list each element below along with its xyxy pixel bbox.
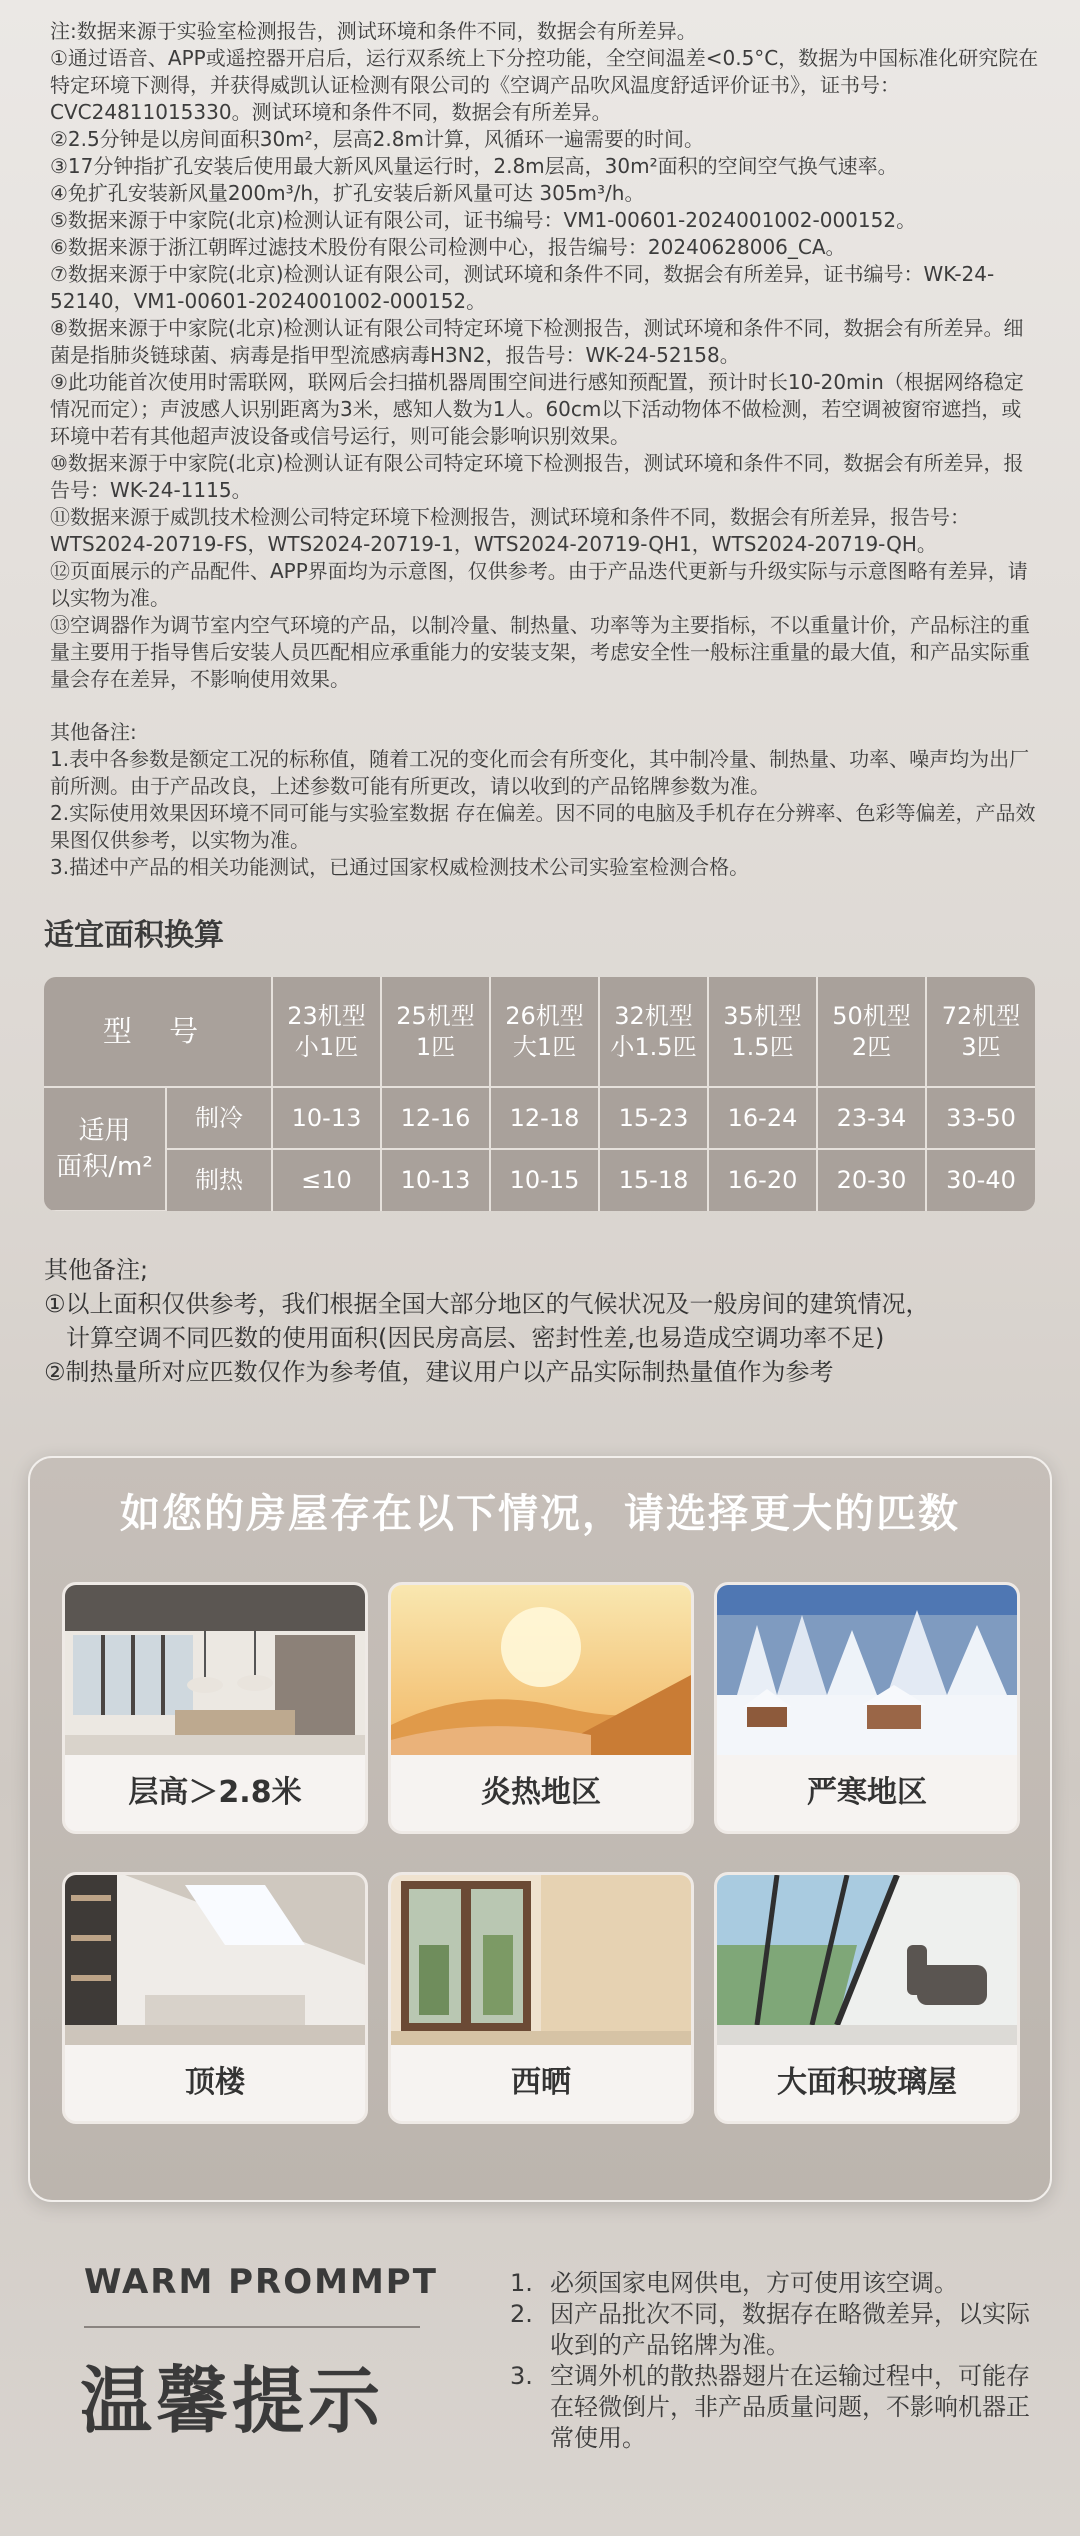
condition-label: 层高＞2.8米 [65,1755,365,1831]
note-line: ⑬空调器作为调节室内空气环境的产品，以制冷量、制热量、功率等为主要指标，不以重量计价，产品标注的重量主要用于指导售后安装人员匹配相应承重能力的安装支架，考虑安全性一般标注重量的最大值，和产品实际重量会存在差异，不影响使用效果。 [50,613,1030,691]
tip-number: 2. [510,2300,533,2328]
model-header: 型 号 [44,977,272,1087]
note-line: ①通过语音、APP或遥控器开启后，运行双系统上下分控功能，全空间温差<0.5°C，数据为中国标准化研究院在特定环境下测得，并获得威凯认证检测有限公司的《空调产品吹风温度舒适评价证书》，证书号：CVC24811015330。测试环境和条件不同，数据会有所差异。 [50,46,1039,124]
footnotes [50,18,1040,881]
remarks-line: ②制热量所对应匹数仅作为参考值，建议用户以产品实际制热量值作为参考 [44,1358,834,1386]
note-line: ⑤数据来源于中家院(北京)检测认证有限公司，证书编号：VM1-00601-2024001002-000152。 [50,208,917,232]
heating-value: 10-15 [490,1149,599,1211]
note-line: ⑨此功能首次使用时需联网，联网后会扫描机器周围空间进行感知预配置，预计时长10-20min（根据网络稳定情况而定）；声波感人识别距离为3米，感知人数为1人。60cm以下活动物体不做检测，若空调被窗帘遮挡，或环境中若有其他超声波设备或信号运行，则可能会影响识别效果。 [50,370,1024,448]
glass-room-icon [717,1875,1017,2045]
cooling-value: 33-50 [926,1087,1035,1149]
model-name: 32机型 [614,1001,693,1030]
cooling-value: 12-16 [381,1087,490,1149]
tip-item [510,2361,1030,2454]
other-note-line: 3.描述中产品的相关功能测试，已通过国家权威检测技术公司实验室检测合格。 [50,855,750,879]
other-notes-title: 其他备注: [50,720,137,744]
tip-item [510,2299,1030,2361]
cooling-label: 制冷 [166,1087,272,1149]
condition-tile [62,1582,368,1834]
condition-label: 大面积玻璃屋 [717,2045,1017,2121]
remarks-title: 其他备注; [44,1256,149,1284]
model-name: 23机型 [287,1001,366,1030]
condition-label: 顶楼 [65,2045,365,2121]
note-line: 注:数据来源于实验室检测报告，测试环境和条件不同，数据会有所差异。 [50,19,697,43]
model-cell [599,977,708,1087]
model-cell [272,977,381,1087]
cooling-value: 15-23 [599,1087,708,1149]
note-line: ⑩数据来源于中家院(北京)检测认证有限公司特定环境下检测报告，测试环境和条件不同，数据会有所差异，报告号：WK-24-1115。 [50,451,1024,502]
warm-prompt-cn: 温馨提示 [80,2359,385,2443]
area-header-line: 面积/m² [56,1152,153,1182]
tip-number: 1. [510,2269,533,2297]
remarks-line: ①以上面积仅供参考，我们根据全国大部分地区的气候状况及一般房间的建筑情况， [44,1290,930,1318]
model-cell [490,977,599,1087]
model-hp: 3匹 [961,1032,1001,1061]
conditions-card [28,1456,1052,2202]
model-name: 25机型 [396,1001,475,1030]
note-line: ⑫页面展示的产品配件、APP界面均为示意图，仅供参考。由于产品迭代更新与升级实际与示意图略有差异，请以实物为准。 [50,559,1028,610]
condition-label: 严寒地区 [717,1755,1017,1831]
note-line: ④免扩孔安装新风量200m³/h，扩孔安装后新风量可达 305m³/h。 [50,181,645,205]
heating-value: 10-13 [381,1149,490,1211]
heating-value: 30-40 [926,1149,1035,1211]
desert-sun-icon [391,1585,691,1755]
other-note-line: 2.实际使用效果因环境不同可能与实验室数据 存在偏差。因不同的电脑及手机存在分辨率、色彩等偏差，产品效果图仅供参考，以实物为准。 [50,801,1036,852]
model-hp: 小1匹 [294,1032,359,1061]
note-line: ③17分钟指扩孔安装后使用最大新风风量运行时，2.8m层高，30m²面积的空间空气换气速率。 [50,154,898,178]
conditions-title: 如您的房屋存在以下情况，请选择更大的匹数 [120,1491,960,1537]
cooling-value: 12-18 [490,1087,599,1149]
tip-text: 因产品批次不同，数据存在略微差异，以实际收到的产品铭牌为准。 [550,2300,1030,2359]
condition-tile [388,1582,694,1834]
model-name: 72机型 [941,1001,1021,1030]
condition-tile [388,1872,694,2124]
heating-value: 16-20 [708,1149,817,1211]
area-header [44,1087,166,1211]
model-hp: 1匹 [415,1032,456,1061]
table-row-heating [44,1149,1035,1211]
table-row-cooling [44,1087,1035,1149]
heating-value: 15-18 [599,1149,708,1211]
remarks-line: 计算空调不同匹数的使用面积(因民房高层、密封性差,也易造成空调功率不足) [66,1324,885,1352]
model-hp: 1.5匹 [731,1032,794,1061]
area-table [44,977,1035,1211]
warm-prompt-en: WARM PROMMPT [84,2262,438,2302]
note-line: ⑧数据来源于中家院(北京)检测认证有限公司特定环境下检测报告，测试环境和条件不同，数据会有所差异。细菌是指肺炎链球菌、病毒是指甲型流感病毒H3N2，报告号：WK-24-52158。 [50,316,1024,367]
model-name: 50机型 [832,1001,911,1030]
model-cell [926,977,1035,1087]
condition-label: 西晒 [391,2045,691,2121]
model-name: 26机型 [505,1001,584,1030]
condition-tile [714,1582,1020,1834]
area-remarks [44,1253,1044,1389]
heating-value: ≤10 [272,1149,381,1211]
sunny-window-icon [391,1875,691,2045]
warm-tips-list [510,2268,1030,2454]
attic-room-icon [65,1875,365,2045]
heating-value: 20-30 [817,1149,926,1211]
tall-ceiling-kitchen-icon [65,1585,365,1755]
condition-tile [714,1872,1020,2124]
cooling-value: 10-13 [272,1087,381,1149]
model-hp: 大1匹 [512,1032,577,1061]
tip-number: 3. [510,2362,533,2390]
tip-text: 空调外机的散热器翅片在运输过程中，可能存在轻微倒片，非产品质量问题，不影响机器正常使用。 [550,2362,1030,2452]
note-line: ②2.5分钟是以房间面积30m²，层高2.8m计算，风循环一遍需要的时间。 [50,127,704,151]
model-cell [708,977,817,1087]
area-header-line: 适用 [78,1116,131,1146]
note-line: ⑦数据来源于中家院(北京)检测认证有限公司，测试环境和条件不同，数据会有所差异，证书编号：WK-24-52140，VM1-00601-2024001002-000152。 [50,262,995,313]
model-name: 35机型 [723,1001,802,1030]
other-note-line: 1.表中各参数是额定工况的标称值，随着工况的变化而会有所变化，其中制冷量、制热量、功率、噪声均为出厂前所测。由于产品改良，上述参数可能有所更改，请以收到的产品铭牌参数为准。 [50,747,1030,798]
condition-label: 炎热地区 [391,1755,691,1831]
cooling-value: 23-34 [817,1087,926,1149]
model-cell [817,977,926,1087]
note-line: ⑥数据来源于浙江朝晖过滤技术股份有限公司检测中心，报告编号：20240628006_CA。 [50,235,846,259]
tip-item [510,2268,1030,2299]
condition-tile [62,1872,368,2124]
snowy-village-icon [717,1585,1017,1755]
model-hp: 小1.5匹 [610,1032,697,1061]
warm-divider [84,2326,420,2328]
heating-label: 制热 [166,1149,272,1211]
model-hp: 2匹 [851,1032,892,1061]
model-cell [381,977,490,1087]
note-line: ⑪数据来源于威凯技术检测公司特定环境下检测报告，测试环境和条件不同，数据会有所差异，报告号：WTS2024-20719-FS，WTS2024-20719-1，WTS2024-20719-QH1，WTS2024-20719-QH。 [50,505,970,556]
cooling-value: 16-24 [708,1087,817,1149]
tip-text: 必须国家电网供电，方可使用该空调。 [550,2269,958,2297]
table-header-row [44,977,1035,1087]
area-section-title: 适宜面积换算 [44,918,224,953]
